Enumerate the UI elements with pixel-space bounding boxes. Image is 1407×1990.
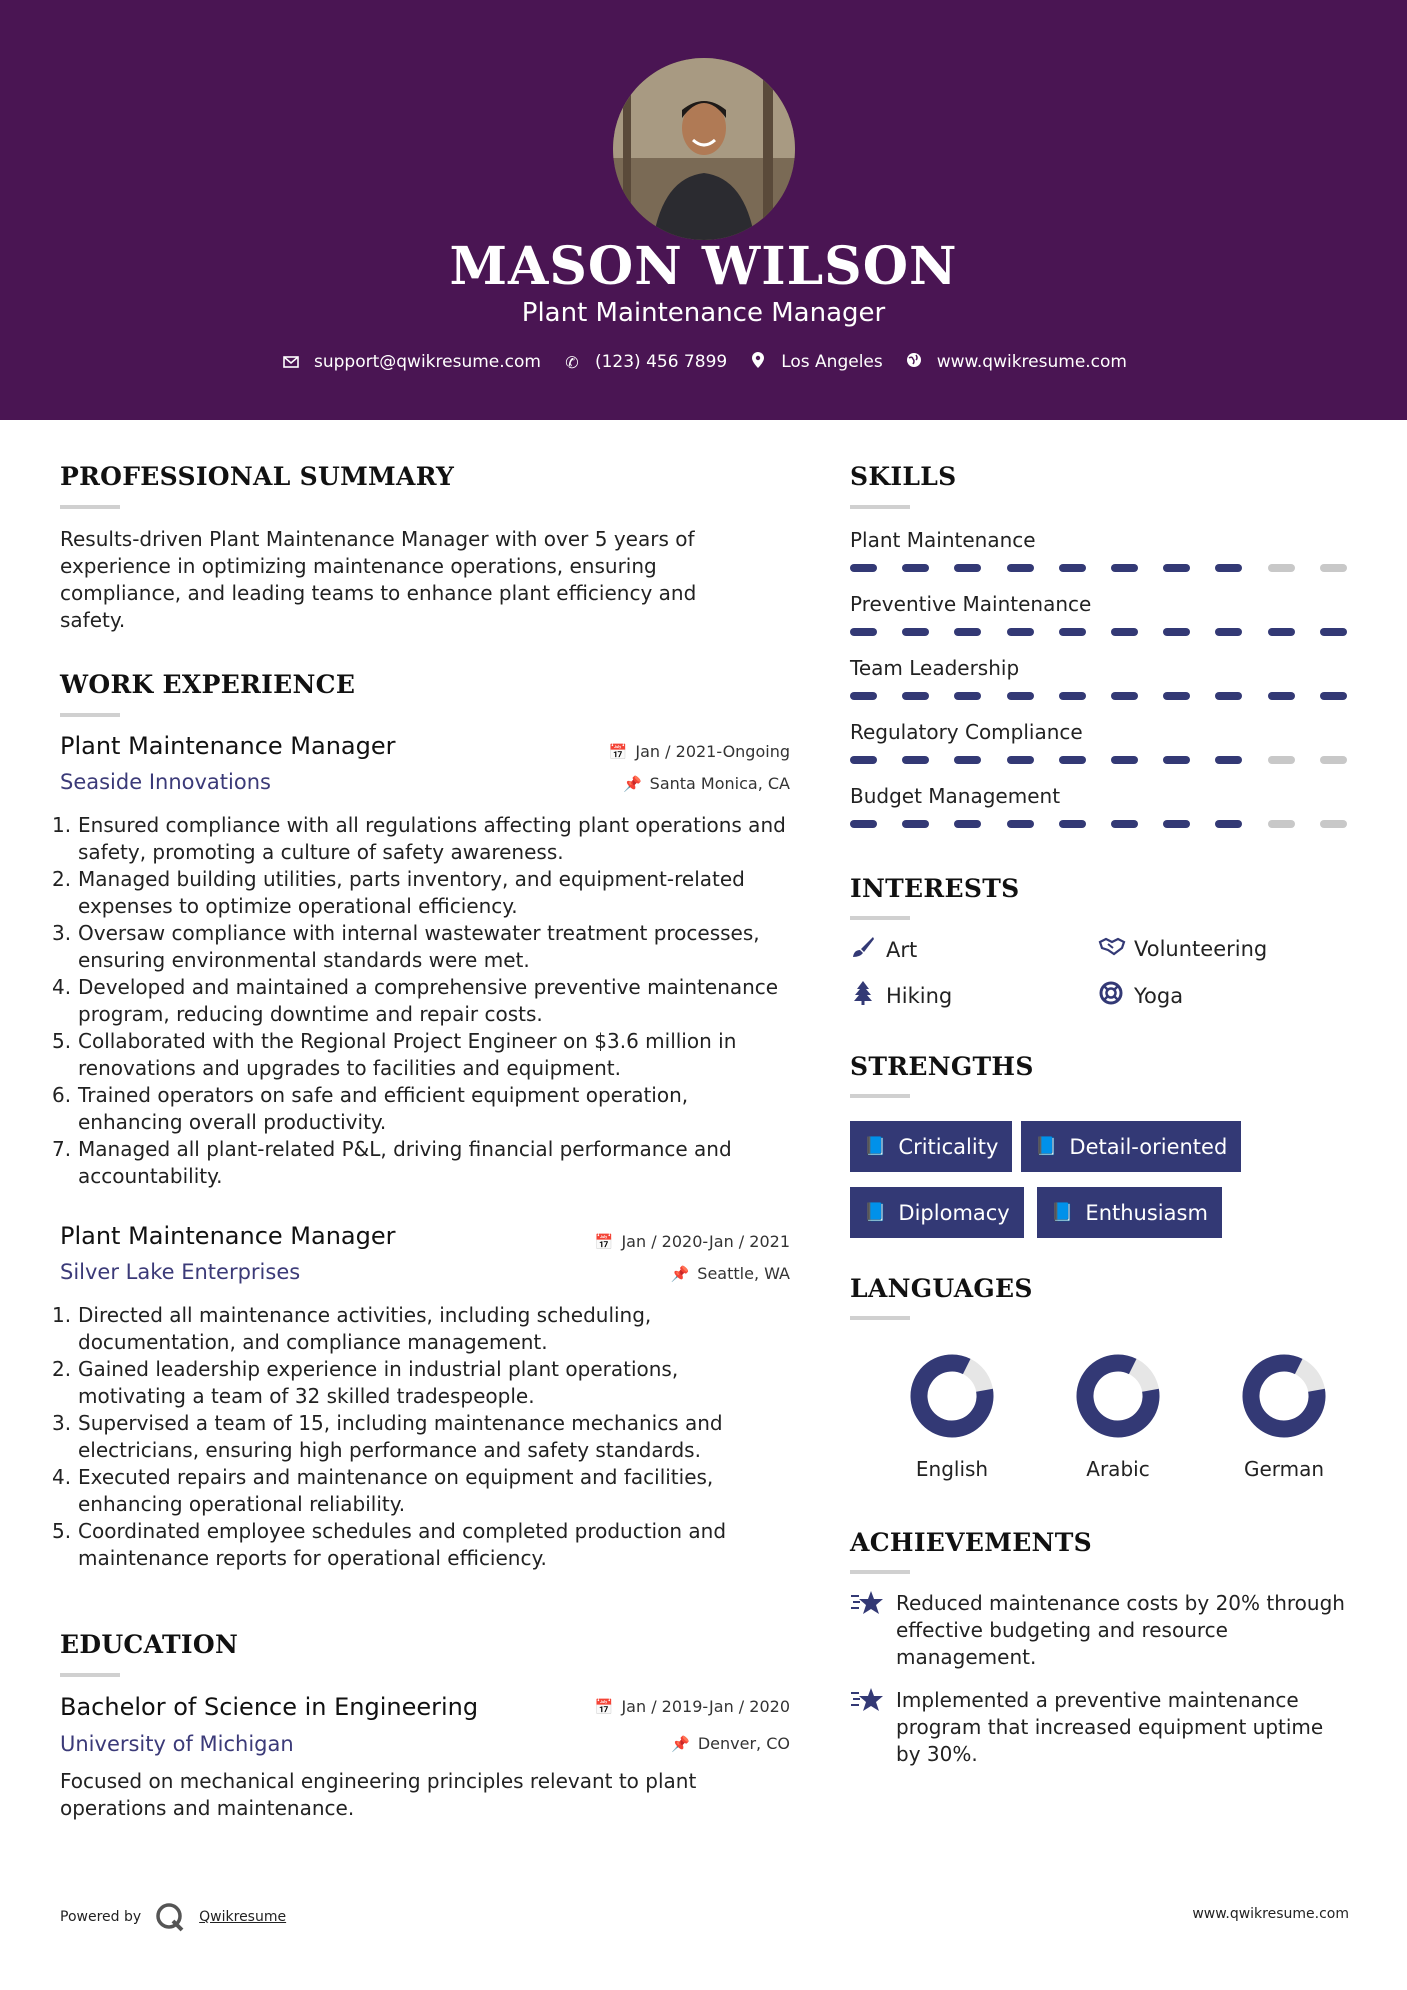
degree-title: Bachelor of Science in Engineering xyxy=(60,1693,479,1721)
list-item: 2. Managed building utilities, parts inventory, and equipment-related expenses to optimize operational efficiency. xyxy=(52,867,745,918)
skill-rating-dot xyxy=(1111,756,1138,764)
map-marker-icon xyxy=(747,352,769,372)
skill-rating-dot xyxy=(1059,756,1086,764)
powered-by-text: Powered by xyxy=(60,1909,142,1925)
star-icon xyxy=(850,1687,896,1768)
education-heading: EDUCATION xyxy=(60,1630,239,1659)
skill-rating-dot xyxy=(1163,820,1190,828)
skill-rating-dot xyxy=(1320,628,1347,636)
skill-rating-dot xyxy=(1007,692,1034,700)
job-duties-list xyxy=(52,812,792,1190)
skill-rating-dot xyxy=(850,820,877,828)
skill-rating-dot xyxy=(954,564,981,572)
qwikresume-logo-icon xyxy=(155,1902,185,1932)
languages-heading: LANGUAGES xyxy=(850,1274,1033,1303)
skill-rating-dot xyxy=(1111,564,1138,572)
skill-rating-dot xyxy=(1163,756,1190,764)
list-item: 5. Coordinated employee schedules and completed production and maintenance reports for operational efficiency. xyxy=(52,1519,727,1570)
education-heading-rule xyxy=(60,1673,120,1677)
skill-rating-dot xyxy=(954,628,981,636)
list-item: 7. Managed all plant-related P&L, driving financial performance and accountability. xyxy=(52,1137,732,1188)
job-title: Plant Maintenance Manager xyxy=(60,1222,396,1250)
experience-heading-rule xyxy=(60,713,120,717)
list-item: 2. Gained leadership experience in industrial plant operations, motivating a team of 32 skilled tradespeople. xyxy=(52,1357,679,1408)
skill-name: Preventive Maintenance xyxy=(850,592,1092,616)
pin-icon: 📌 xyxy=(670,1264,690,1283)
education-location-text: Denver, CO xyxy=(697,1734,790,1753)
skill-rating-dot xyxy=(1111,628,1138,636)
achievement-item: Implemented a preventive maintenance program that increased equipment uptime by 30%. xyxy=(850,1687,1350,1768)
skill-rating-dot xyxy=(1268,756,1295,764)
language-ring-chart xyxy=(910,1354,994,1438)
candidate-title: Plant Maintenance Manager xyxy=(521,298,886,328)
book-icon: 📘 xyxy=(1051,1202,1074,1223)
skill-rating-dot xyxy=(1163,692,1190,700)
skill-rating-dot xyxy=(1007,756,1034,764)
contact-website-text: www.qwikresume.com xyxy=(936,352,1127,372)
interest-item: Hiking xyxy=(850,981,952,1011)
skill-rating-dot xyxy=(1111,692,1138,700)
interest-item: Art xyxy=(850,936,917,964)
skill-rating-dot xyxy=(1007,820,1034,828)
calendar-icon: 📅 xyxy=(608,742,628,761)
contact-location xyxy=(747,352,883,372)
lifebuoy-icon xyxy=(1098,981,1124,1011)
skill-rating-dot xyxy=(1268,692,1295,700)
strength-tag: 📘 Diplomacy xyxy=(850,1187,1024,1238)
list-item: 1. Directed all maintenance activities, including scheduling, documentation, and compliance management. xyxy=(52,1303,652,1354)
list-item: 5. Collaborated with the Regional Project Engineer on $3.6 million in renovations and upgrades to facilities and equipment. xyxy=(52,1029,737,1080)
skill-rating-dot xyxy=(954,820,981,828)
skill-rating-dot xyxy=(1007,564,1034,572)
skill-rating-dot xyxy=(850,756,877,764)
list-item: 4. Developed and maintained a comprehensive preventive maintenance program, reducing downtime and repair costs. xyxy=(52,975,779,1026)
job-dates xyxy=(500,742,790,761)
skill-rating-dot xyxy=(850,692,877,700)
interest-item: Volunteering xyxy=(1098,936,1267,962)
education-description: Focused on mechanical engineering principles relevant to plant operations and maintenance. xyxy=(60,1769,697,1820)
language-name: German xyxy=(1243,1457,1325,1481)
language-ring xyxy=(1242,1354,1326,1438)
skill-rating-dot xyxy=(1320,820,1347,828)
handshake-icon xyxy=(1098,936,1124,962)
skill-rating-dot xyxy=(850,628,877,636)
qwikresume-link[interactable]: Qwikresume xyxy=(199,1909,287,1925)
skill-rating-dot xyxy=(1268,820,1295,828)
skill-rating-dot xyxy=(1059,628,1086,636)
job-location xyxy=(500,774,790,793)
language-ring-chart xyxy=(1076,1354,1160,1438)
skill-rating xyxy=(850,692,1350,700)
contact-email[interactable] xyxy=(280,352,541,372)
skill-rating-dot xyxy=(1059,692,1086,700)
interests-heading: INTERESTS xyxy=(850,874,1020,903)
education-dates-text: Jan / 2019-Jan / 2020 xyxy=(621,1697,790,1716)
job-dates-text: Jan / 2021-Ongoing xyxy=(635,742,790,761)
skill-rating-dot xyxy=(1059,564,1086,572)
skill-rating xyxy=(850,820,1350,828)
skill-rating-dot xyxy=(1215,692,1242,700)
skill-rating-dot xyxy=(954,756,981,764)
languages-heading-rule xyxy=(850,1316,910,1320)
skill-rating xyxy=(850,756,1350,764)
strength-tag: 📘 Enthusiasm xyxy=(1037,1187,1222,1238)
summary-heading-rule xyxy=(60,505,120,509)
phone-icon: ✆ xyxy=(565,352,579,372)
language-ring xyxy=(1076,1354,1160,1438)
footer-site-link[interactable]: www.qwikresume.com xyxy=(1192,1906,1349,1922)
strength-tag: 📘 Detail-oriented xyxy=(1021,1121,1241,1172)
list-item: 1. Ensured compliance with all regulations affecting plant operations and safety, promoting a culture of safety awareness. xyxy=(52,813,786,864)
skill-rating-dot xyxy=(1320,692,1347,700)
school-name: University of Michigan xyxy=(60,1732,294,1756)
paintbrush-icon xyxy=(850,936,876,964)
resume-header xyxy=(0,0,1407,420)
list-item: 3. Oversaw compliance with internal wastewater treatment processes, ensuring environmental standards were met. xyxy=(52,921,760,972)
skill-rating-dot xyxy=(1007,628,1034,636)
skill-name: Budget Management xyxy=(850,784,1061,808)
language-ring-chart xyxy=(1242,1354,1326,1438)
skill-rating-dot xyxy=(1215,628,1242,636)
summary-text: Results-driven Plant Maintenance Manager with over 5 years of experience in optimizing maintenance operations, ensuring compliance, and leading teams to enhance plant efficiency and safety. xyxy=(60,527,697,632)
skill-rating xyxy=(850,564,1350,572)
skill-rating-dot xyxy=(1268,628,1295,636)
achievements-heading-rule xyxy=(850,1570,910,1574)
envelope-icon xyxy=(280,353,302,372)
job-location-text: Santa Monica, CA xyxy=(649,774,790,793)
skill-rating-dot xyxy=(902,692,929,700)
pin-icon: 📌 xyxy=(622,774,642,793)
skill-rating-dot xyxy=(1320,756,1347,764)
language-ring xyxy=(910,1354,994,1438)
skill-rating-dot xyxy=(954,692,981,700)
strengths-heading: STRENGTHS xyxy=(850,1052,1034,1081)
skill-rating-dot xyxy=(850,564,877,572)
strengths-heading-rule xyxy=(850,1094,910,1098)
calendar-icon: 📅 xyxy=(594,1232,614,1251)
skill-rating-dot xyxy=(1268,564,1295,572)
book-icon: 📘 xyxy=(864,1202,887,1223)
tree-icon xyxy=(850,981,876,1011)
skill-name: Regulatory Compliance xyxy=(850,720,1083,744)
experience-heading: WORK EXPERIENCE xyxy=(60,670,356,699)
skill-rating-dot xyxy=(902,756,929,764)
calendar-icon: 📅 xyxy=(594,1697,614,1716)
candidate-name: MASON WILSON xyxy=(449,236,958,297)
interest-item: Yoga xyxy=(1098,981,1183,1011)
education-location xyxy=(500,1734,790,1753)
job-location xyxy=(500,1264,790,1283)
contact-phone[interactable] xyxy=(561,352,727,372)
contact-website[interactable] xyxy=(903,352,1127,372)
skill-rating-dot xyxy=(1163,628,1190,636)
skill-rating-dot xyxy=(902,628,929,636)
skill-name: Team Leadership xyxy=(850,656,1020,680)
achievement-item: Reduced maintenance costs by 20% through effective budgeting and resource management. xyxy=(850,1590,1350,1671)
skill-rating-dot xyxy=(1215,756,1242,764)
job-company: Silver Lake Enterprises xyxy=(60,1260,301,1284)
skill-rating-dot xyxy=(1163,564,1190,572)
interests-heading-rule xyxy=(850,916,910,920)
book-icon: 📘 xyxy=(1035,1136,1058,1157)
pin-icon: 📌 xyxy=(671,1734,690,1753)
skill-rating-dot xyxy=(902,820,929,828)
skill-rating-dot xyxy=(1215,820,1242,828)
job-dates-text: Jan / 2020-Jan / 2021 xyxy=(621,1232,790,1251)
job-company: Seaside Innovations xyxy=(60,770,271,794)
language-name: English xyxy=(915,1457,989,1481)
job-duties-list xyxy=(52,1302,792,1572)
achievements-heading: ACHIEVEMENTS xyxy=(850,1528,1092,1557)
list-item: 6. Trained operators on safe and efficient equipment operation, enhancing overall productivity. xyxy=(52,1083,689,1134)
list-item: 3. Supervised a team of 15, including maintenance mechanics and electricians, ensuring high performance and safety standards. xyxy=(52,1411,723,1462)
skill-rating-dot xyxy=(1111,820,1138,828)
skill-rating-dot xyxy=(902,564,929,572)
skills-heading-rule xyxy=(850,505,910,509)
skill-rating-dot xyxy=(1320,564,1347,572)
job-location-text: Seattle, WA xyxy=(697,1264,790,1283)
summary-heading: PROFESSIONAL SUMMARY xyxy=(60,462,455,491)
skill-name: Plant Maintenance xyxy=(850,528,1036,552)
book-icon: 📘 xyxy=(864,1136,887,1157)
contact-location-text: Los Angeles xyxy=(781,352,883,372)
skill-rating-dot xyxy=(1059,820,1086,828)
skill-rating-dot xyxy=(1215,564,1242,572)
contact-phone-text: (123) 456 7899 xyxy=(594,352,728,372)
skills-heading: SKILLS xyxy=(850,462,957,491)
star-icon xyxy=(850,1590,896,1671)
language-name: Arabic xyxy=(1086,1457,1150,1481)
strength-tag: 📘 Criticality xyxy=(850,1121,1012,1172)
education-dates xyxy=(500,1697,790,1716)
contact-email-text: support@qwikresume.com xyxy=(314,352,541,372)
list-item: 4. Executed repairs and maintenance on equipment and facilities, enhancing operational reliability. xyxy=(52,1465,714,1516)
skill-rating xyxy=(850,628,1350,636)
globe-icon xyxy=(903,352,925,372)
profile-photo xyxy=(613,58,795,240)
contact-bar xyxy=(0,352,1407,372)
job-title: Plant Maintenance Manager xyxy=(60,732,396,760)
footer-powered-by xyxy=(60,1902,286,1932)
job-dates xyxy=(500,1232,790,1251)
